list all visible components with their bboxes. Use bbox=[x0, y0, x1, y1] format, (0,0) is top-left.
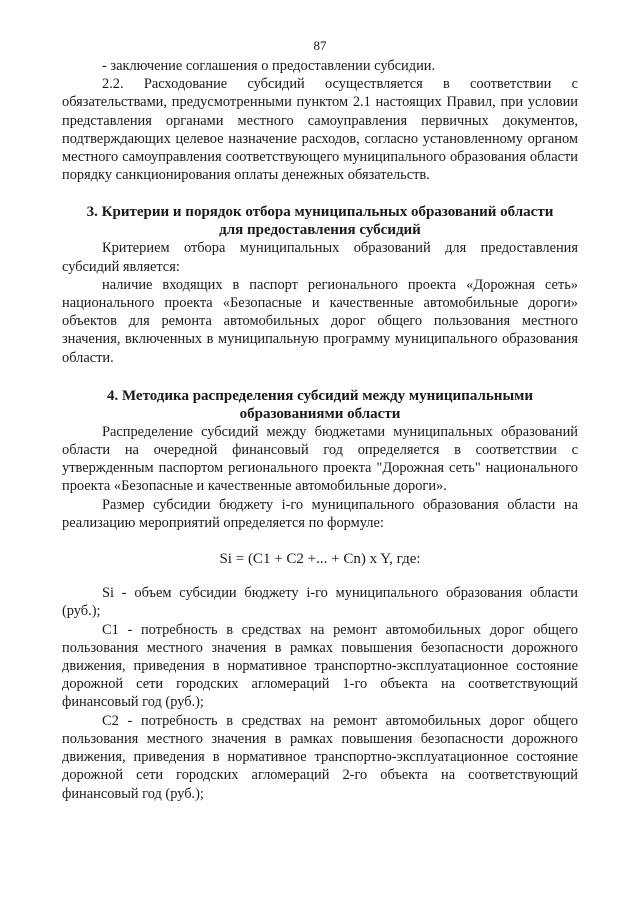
section-3-paragraph-2: наличие входящих в паспорт регионального проекта «Дорожная сеть» национального проекта «Безопасные и качественные автомобильные дороги» объектов для ремонта автомобильных дорог общего пользования местного значения, включенных в муниципальную программу муниципального образования области. bbox=[62, 276, 578, 366]
definition-c1: C1 - потребность в средствах на ремонт автомобильных дорог общего пользования местного значения в рамках повышения безопасности дорожного движения, приведения в нормативное транспортно-эксплуатационное состояние дорожной сети городских агломераций 1-го объекта на соответствующий финансовый год (руб.); bbox=[62, 621, 578, 711]
intro-line: - заключение соглашения о предоставлении субсидии. bbox=[102, 58, 436, 74]
section-3-title-line-1: 3. Критерии и порядок отбора муниципальных образований области bbox=[86, 204, 554, 221]
section-3-title-line-2: для предоставления субсидий bbox=[219, 222, 421, 239]
section-3-paragraph-1: Критерием отбора муниципальных образований для предоставления субсидий является: bbox=[62, 240, 578, 275]
paragraph-2-2: 2.2. Расходование субсидий осуществляется в соответствии с обязательствами, предусмотренными пунктом 2.1 настоящих Правил, при условии представления органами местного самоуправления первичных документов, подтверждающих целевое назначение расходов, согласно установленному органом местного самоуправления соответствующего муниципального образования области порядку санкционирования оплаты денежных обязательств. bbox=[62, 76, 578, 184]
definition-c2: C2 - потребность в средствах на ремонт автомобильных дорог общего пользования местного значения в рамках повышения безопасности дорожного движения, приведения в нормативное транспортно-эксплуатационное состояние дорожной сети городских агломераций 2-го объекта на соответствующий финансовый год (руб.); bbox=[62, 712, 578, 802]
definition-si: Si - объем субсидии бюджету i-го муниципального образования области (руб.); bbox=[62, 585, 578, 620]
section-4-title-line-2: образованиями области bbox=[239, 405, 401, 422]
page-number: 87 bbox=[313, 38, 327, 53]
section-4-title-line-1: 4. Методика распределения субсидий между муниципальными bbox=[106, 387, 534, 404]
section-4-paragraph-1: Распределение субсидий между бюджетами муниципальных образований области на очередной финансовый год определяется в соответствии с утвержденным паспортом регионального проекта "Дорожная сеть" национального проекта «Безопасные и качественные автомобильные дороги». bbox=[62, 423, 578, 495]
subsidy-formula: Si = (C1 + C2 +... + Cn) x Y, где: bbox=[219, 551, 421, 568]
section-4-paragraph-2: Размер субсидии бюджету i-го муниципального образования области на реализацию мероприятий определяется по формуле: bbox=[62, 496, 578, 531]
document-body bbox=[62, 57, 578, 803]
section-3-heading bbox=[62, 203, 578, 239]
section-4-heading bbox=[62, 387, 578, 423]
